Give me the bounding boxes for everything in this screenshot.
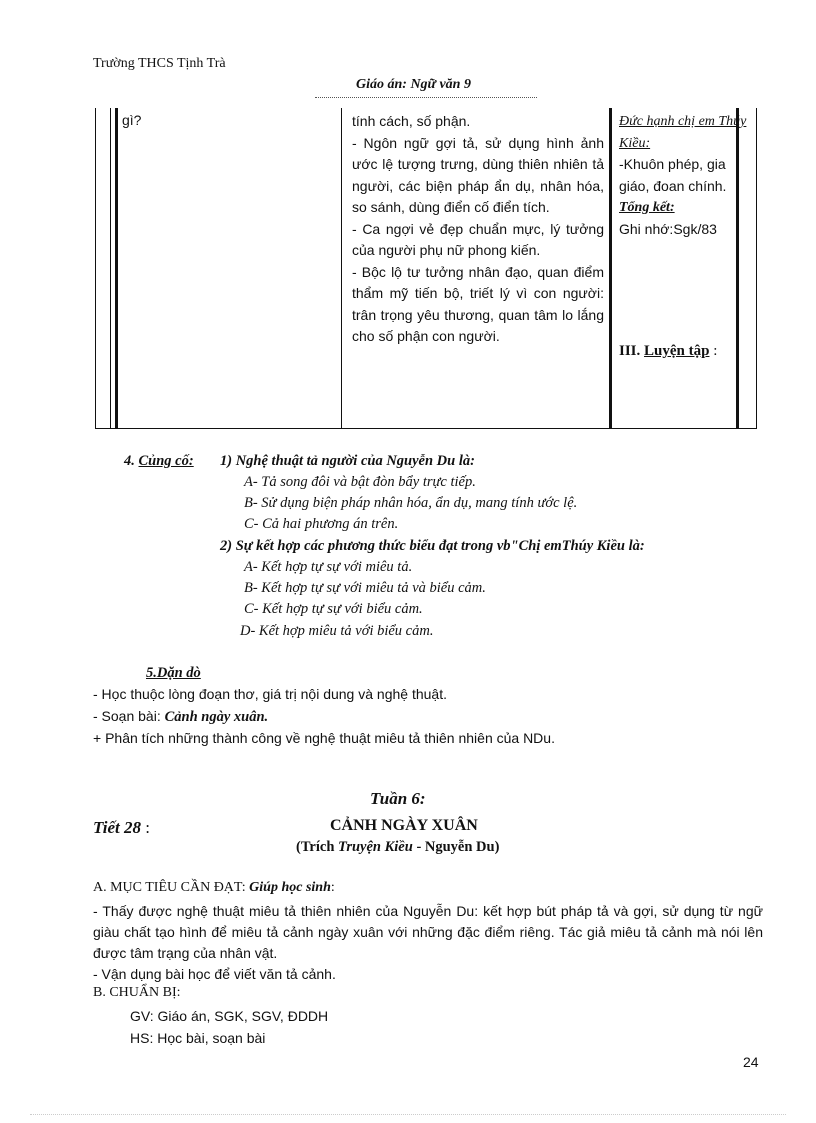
prep-teacher: GV: Giáo án, SGK, SGV, ĐDDH (130, 1008, 329, 1024)
page-number: 24 (743, 1054, 759, 1070)
table-divider (110, 108, 111, 428)
notes-heading: Đức hạnh chị em Thúy Kiều: (619, 114, 747, 151)
table-divider (341, 108, 342, 428)
content-line: - Ca ngợi vẻ đẹp chuẩn mực, lý tưởng của người phụ nữ phong kiến. (352, 220, 604, 258)
section-a-heading (93, 880, 335, 896)
homework-line-3: + Phân tích những thành công về nghệ thuật miêu tả thiên nhiên của NDu. (93, 730, 555, 746)
q2-option-d: D- Kết hợp miêu tả với biểu cảm. (240, 623, 434, 639)
q2-option-a: A- Kết hợp tự sự với miêu tả. (244, 559, 413, 575)
objective-para-2: - Vận dụng bài học để viết văn tả cảnh. (93, 966, 336, 982)
homework-line-2 (93, 708, 268, 726)
homework-prefix: - Soạn bài: (93, 708, 165, 724)
q2-option-c: C- Kết hợp tự sự với biểu cảm. (244, 601, 423, 617)
practice-number: III. (619, 343, 641, 359)
question-2: 2) Sự kết hợp các phương thức biểu đạt trong vb"Chị emThúy Kiều là: (220, 538, 645, 554)
period-colon: : (141, 818, 150, 837)
footer-divider (30, 1114, 786, 1115)
content-line: tính cách, số phận. (352, 113, 471, 129)
section5-heading (146, 665, 201, 682)
section-a-sublabel: Giúp học sinh (249, 880, 331, 895)
q1-option-a: A- Tả song đôi và bật đòn bẩy trực tiếp. (244, 474, 476, 490)
prep-student: HS: Học bài, soạn bài (130, 1030, 266, 1046)
section-a-label: A. MỤC TIÊU CẦN ĐẠT: (93, 880, 246, 895)
objective-para-1: - Thấy được nghệ thuật miêu tả thiên nhiên của Nguyễn Du: kết hợp bút pháp tả và gợi, sử dụng từ ngữ giàu chất tạo hình để miêu tả cảnh ngày xuân với những đặc điểm riêng. Tác giả miêu tả cảnh mà nói lên được tâm trạng của nhân vật. (93, 903, 763, 961)
question-1: 1) Nghệ thuật tả người của Nguyễn Du là: (220, 453, 475, 469)
period-label: Tiết 28 (93, 818, 141, 837)
section-a-colon: : (330, 880, 335, 895)
practice-colon: : (709, 343, 718, 359)
subtitle-open: (Trích (296, 839, 339, 855)
section4-label: Củng cố: (138, 453, 194, 469)
practice-label: Luyện tập (644, 343, 710, 359)
header-divider (315, 97, 537, 98)
subtitle-close: - Nguyễn Du) (412, 839, 500, 855)
school-name: Trường THCS Tịnh Trà (93, 56, 226, 71)
table-divider (115, 108, 118, 428)
section5-label: 5.Dặn dò (146, 665, 201, 681)
table-cell-content (352, 111, 604, 348)
homework-line-1: - Học thuộc lòng đoạn thơ, giá trị nội dung và nghệ thuật. (93, 686, 447, 702)
lesson-title: CẢNH NGÀY XUÂN (330, 817, 478, 834)
table-cell-question: gì? (122, 112, 142, 128)
section4-heading (124, 453, 194, 470)
practice-heading (619, 343, 717, 360)
section4-number: 4. (124, 453, 135, 469)
q1-option-c: C- Cả hai phương án trên. (244, 516, 399, 532)
table-divider (609, 108, 612, 428)
document-title: Giáo án: Ngữ văn 9 (356, 77, 471, 92)
subtitle-work: Truyện Kiều (338, 839, 413, 855)
period-heading (93, 818, 150, 838)
summary-note: Ghi nhớ:Sgk/83 (619, 220, 717, 237)
section-b-heading: B. CHUẨN BỊ: (93, 985, 181, 1000)
q1-option-b: B- Sử dụng biện pháp nhân hóa, ẩn dụ, mang tính ước lệ. (244, 495, 578, 511)
week-heading: Tuần 6: (370, 789, 426, 808)
q2-option-b: B- Kết hợp tự sự với miêu tả và biểu cảm. (244, 580, 486, 596)
homework-title: Cảnh ngày xuân. (164, 709, 269, 725)
notes-desc: -Khuôn phép, gia giáo, đoan chính. (619, 156, 727, 194)
lesson-subtitle (296, 839, 499, 856)
summary-heading: Tổng kết: (619, 200, 675, 215)
content-line: - Bộc lộ tư tưởng nhân đạo, quan điểm thẩm mỹ tiến bộ, triết lý vì con người: trân trọng yêu thương, quan tâm lo lắng cho số phận con người. (352, 263, 604, 344)
content-line: - Ngôn ngữ gợi tả, sử dụng hình ảnh ước lệ tượng trưng, dùng thiên nhiên tả người, các biện pháp ẩn dụ, nhân hóa, so sánh, dùng điển cố điển tích. (352, 134, 604, 215)
table-cell-notes (619, 111, 755, 240)
